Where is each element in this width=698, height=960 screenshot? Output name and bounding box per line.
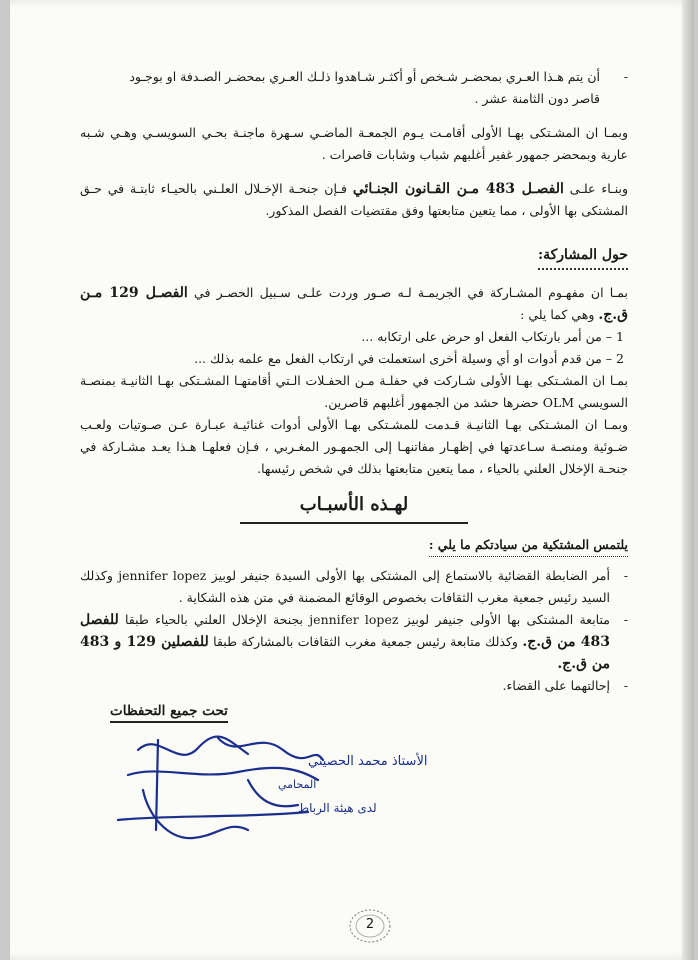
paragraph-text: أن يتم هـذا العـري بمحضـر شـخص أو أكثـر شـاهدوا ذلـك العـري بمحضـر الصـدفة او بوجـود (129, 69, 600, 84)
reservations-heading: تحت جميع التحفظات (110, 703, 228, 723)
signature-stamp (98, 720, 428, 850)
list-item: 1 – من أمر بارتكاب الفعل او حرض على ارتكابه ... (361, 329, 624, 344)
list-dash: - (623, 69, 628, 84)
page-number-ornament (347, 907, 393, 945)
reasons-heading: لهـذه الأسبـاب (240, 490, 468, 524)
document-body (80, 66, 628, 697)
document-page (10, 0, 694, 960)
paragraph-olm: بمـا ان المشـتكى بهـا الأولى شـاركت في حفلـة مـن الحفـلات الـتي أقامتهـا المشـتكى بهـا الثانيـة بمنصـة السويسي OLM حضرها حشد من الجمهور أغلبهم قاصرين. (80, 373, 628, 410)
stamp-name: الأستاذ محمد الحصيني (308, 754, 428, 769)
article-129-reference: الفصـل 129 مـن ق.ج. (80, 285, 628, 323)
request-item: - إحالتهما على القضاء. (502, 678, 628, 693)
request-item: - متابعة المشتكى بها الأولى جنيفر لوبيز jennifer lopez بجنحة الإخلال العلني بالحياء طبقا للفصل 483 من ق.ج. وكذلك متابعة رئيس جمعية مغرب الثقافات بالمشاركة طبقا للفصلين 129 و 483 من ق.ج. (80, 612, 628, 672)
page-edge-shadow (682, 0, 694, 960)
paragraph-participation-intro: بمـا ان مفهـوم المشـاركة في الجريمـة لـه صـور وردت علـى سـبيل الحصـر في الفصـل 129 مـن ق.ج. وهي كما يلي : (80, 285, 628, 323)
stamp-title: المحامي (278, 778, 317, 791)
paragraph-party-description: وبمـا ان المشـتكى بهـا الأولى أقامـت يـوم الجمعـة الماضـي سـهرة ماجنـة بحـي السويسـي وهـي شـبه عارية وبمحضر جمهور غفير أغلبهم شباب وشابات قاصرات . (80, 125, 628, 162)
paragraph-second-party: وبمـا ان المشـتكى بهـا الثانيـة قـدمت للمشـتكى بهـا الأولى أدوات غنائيـة عبـارة عـن صـوتيات ولعـب ضـوئية ومنصـة سـاعدتها في إظهـار مفاتنهـا إلى الجمهـور المغـربي ، فـإن فعلهـا هـذا يعـد مشـاركة في جنحـة الإخلال العلني بالحياء ، مما يتعين متابعتها بذلك في شخص رئيسها. (80, 417, 628, 476)
stamp-bar: لدى هيئة الرباط (298, 801, 377, 815)
section-heading-participation: حول المشاركة: (538, 244, 628, 270)
paragraph-exposure-condition (80, 66, 628, 110)
page-number: 2 (365, 917, 375, 932)
list-item: 2 – من قدم أدوات او أي وسيلة أخرى استعملت في ارتكاب الفعل مع علمه بذلك ... (194, 351, 624, 366)
request-item: - أمر الضابطة القضائية بالاستماع إلى المشتكى بها الأولى السيدة جنيفر لوبيز jennifer lopez وكذلك السيد رئيس جمعية مغرب الثقافات بخصوص الوقائع المضمنة في متن هذه الشكاية . (80, 568, 628, 605)
paragraph-text: قاصر دون الثامنة عشر . (474, 91, 600, 106)
paragraph-article-483: وبنـاء علـى الفصـل 483 مـن القـانون الجنـائي فـإن جنحـة الإخـلال العلـني بالحيـاء ثابتـة في حـق المشتكى بها الأولى ، مما يتعين متابعتها وفق مقتضيات الفصل المذكور. (80, 181, 628, 218)
article-483-reference: الفصـل 483 مـن القـانون الجنـائي (352, 181, 564, 197)
requests-heading: يلتمس المشتكية من سيادتكم ما يلي : (429, 534, 628, 557)
